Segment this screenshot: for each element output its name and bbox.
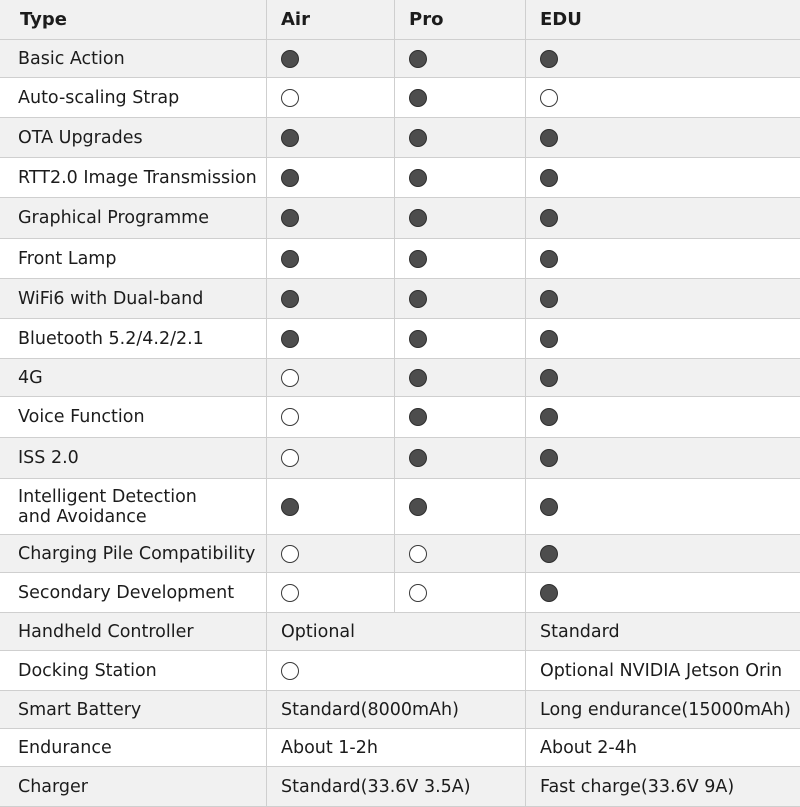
cell-pro (394, 78, 525, 117)
pro-filled-dot-icon (409, 369, 427, 387)
edu-filled-dot-icon (540, 290, 558, 308)
air-pro-empty-dot-icon (281, 662, 299, 680)
edu-filled-dot-icon (540, 330, 558, 348)
pro-filled-dot-icon (409, 330, 427, 348)
cell-air (266, 573, 394, 612)
cell-edu (525, 359, 800, 396)
table-row (0, 279, 800, 319)
air-filled-dot-icon (281, 330, 299, 348)
row-label: Basic Action (18, 48, 125, 69)
cell-edu (525, 198, 800, 238)
cell-edu: Fast charge(33.6V 9A) (525, 767, 800, 806)
air-empty-dot-icon (281, 584, 299, 602)
row-label: WiFi6 with Dual-band (18, 288, 204, 309)
edu-filled-dot-icon (540, 209, 558, 227)
cell-air (266, 198, 394, 238)
table-row (0, 118, 800, 158)
cell-pro (394, 573, 525, 612)
edu-filled-dot-icon (540, 169, 558, 187)
cell-edu (525, 40, 800, 77)
table-row (0, 613, 800, 651)
table-row (0, 158, 800, 198)
air-filled-dot-icon (281, 50, 299, 68)
row-label: Bluetooth 5.2/4.2/2.1 (18, 328, 204, 349)
table-row (0, 359, 800, 397)
cell-pro (394, 40, 525, 77)
table-row (0, 239, 800, 279)
cell-pro (394, 438, 525, 478)
row-label: RTT2.0 Image Transmission (18, 167, 257, 188)
cell-air-pro: Standard(8000mAh) (266, 691, 525, 728)
air-filled-dot-icon (281, 209, 299, 227)
cell-edu (525, 479, 800, 534)
cell-air (266, 479, 394, 534)
table-row (0, 729, 800, 767)
cell-air (266, 239, 394, 278)
air-filled-dot-icon (281, 129, 299, 147)
cell-pro (394, 198, 525, 238)
cell-edu (525, 438, 800, 478)
table-row (0, 319, 800, 359)
row-label: Docking Station (18, 660, 157, 681)
cell-air (266, 319, 394, 358)
air-filled-dot-icon (281, 169, 299, 187)
edu-filled-dot-icon (540, 408, 558, 426)
table-row (0, 40, 800, 78)
air-filled-dot-icon (281, 290, 299, 308)
edu-filled-dot-icon (540, 498, 558, 516)
row-label: OTA Upgrades (18, 127, 143, 148)
cell-air (266, 359, 394, 396)
cell-air-pro: Optional (266, 613, 525, 650)
air-filled-dot-icon (281, 498, 299, 516)
air-empty-dot-icon (281, 408, 299, 426)
header-air: Air (266, 0, 394, 39)
cell-edu (525, 535, 800, 572)
pro-filled-dot-icon (409, 169, 427, 187)
cell-edu (525, 239, 800, 278)
cell-air-pro: Standard(33.6V 3.5A) (266, 767, 525, 806)
table-row (0, 397, 800, 438)
pro-filled-dot-icon (409, 89, 427, 107)
cell-air (266, 397, 394, 437)
cell-pro (394, 279, 525, 318)
pro-filled-dot-icon (409, 209, 427, 227)
edu-filled-dot-icon (540, 50, 558, 68)
table-row (0, 691, 800, 729)
cell-edu: Standard (525, 613, 800, 650)
cell-edu (525, 573, 800, 612)
row-label: Auto-scaling Strap (18, 87, 180, 108)
air-empty-dot-icon (281, 89, 299, 107)
cell-edu: Optional NVIDIA Jetson Orin (525, 651, 800, 690)
cell-air (266, 78, 394, 117)
pro-filled-dot-icon (409, 290, 427, 308)
row-label: Secondary Development (18, 582, 235, 603)
cell-pro (394, 535, 525, 572)
cell-edu (525, 78, 800, 117)
edu-filled-dot-icon (540, 369, 558, 387)
pro-empty-dot-icon (409, 545, 427, 563)
cell-pro (394, 118, 525, 157)
table-row (0, 535, 800, 573)
row-label: Intelligent Detection and Avoidance (18, 486, 197, 527)
row-label: Charging Pile Compatibility (18, 543, 256, 564)
cell-pro (394, 158, 525, 197)
cell-air (266, 40, 394, 77)
row-label: Smart Battery (18, 699, 142, 720)
header-type: Type (20, 8, 67, 30)
pro-filled-dot-icon (409, 129, 427, 147)
air-empty-dot-icon (281, 449, 299, 467)
cell-air (266, 279, 394, 318)
cell-edu (525, 397, 800, 437)
row-label: Handheld Controller (18, 621, 194, 642)
edu-filled-dot-icon (540, 449, 558, 467)
edu-filled-dot-icon (540, 545, 558, 563)
cell-pro (394, 319, 525, 358)
air-filled-dot-icon (281, 250, 299, 268)
pro-filled-dot-icon (409, 498, 427, 516)
edu-filled-dot-icon (540, 250, 558, 268)
cell-edu: About 2-4h (525, 729, 800, 766)
cell-pro (394, 479, 525, 534)
cell-pro (394, 397, 525, 437)
row-label: Graphical Programme (18, 208, 209, 228)
table-row (0, 651, 800, 691)
table-row (0, 573, 800, 613)
header-edu: EDU (525, 0, 800, 39)
air-empty-dot-icon (281, 369, 299, 387)
cell-edu (525, 118, 800, 157)
cell-edu (525, 279, 800, 318)
row-label: Voice Function (18, 407, 145, 427)
row-label: ISS 2.0 (18, 448, 79, 468)
table-row (0, 198, 800, 239)
cell-pro (394, 359, 525, 396)
pro-filled-dot-icon (409, 449, 427, 467)
table-row (0, 438, 800, 479)
edu-filled-dot-icon (540, 584, 558, 602)
pro-filled-dot-icon (409, 408, 427, 426)
table-row (0, 767, 800, 807)
row-label: Endurance (18, 737, 112, 758)
cell-edu: Long endurance(15000mAh) (525, 691, 800, 728)
cell-air (266, 535, 394, 572)
cell-air (266, 438, 394, 478)
air-empty-dot-icon (281, 545, 299, 563)
pro-empty-dot-icon (409, 584, 427, 602)
cell-edu (525, 158, 800, 197)
pro-filled-dot-icon (409, 50, 427, 68)
cell-edu (525, 319, 800, 358)
cell-air-pro: About 1-2h (266, 729, 525, 766)
pro-filled-dot-icon (409, 250, 427, 268)
edu-empty-dot-icon (540, 89, 558, 107)
table-row (0, 78, 800, 118)
edu-filled-dot-icon (540, 129, 558, 147)
row-label: Front Lamp (18, 248, 117, 269)
cell-air (266, 118, 394, 157)
row-label: 4G (18, 367, 43, 388)
cell-pro (394, 239, 525, 278)
cell-air-pro (266, 651, 525, 690)
row-label: Charger (18, 776, 88, 797)
cell-air (266, 158, 394, 197)
table-header-row (0, 0, 800, 40)
header-pro: Pro (394, 0, 525, 39)
table-row (0, 479, 800, 535)
